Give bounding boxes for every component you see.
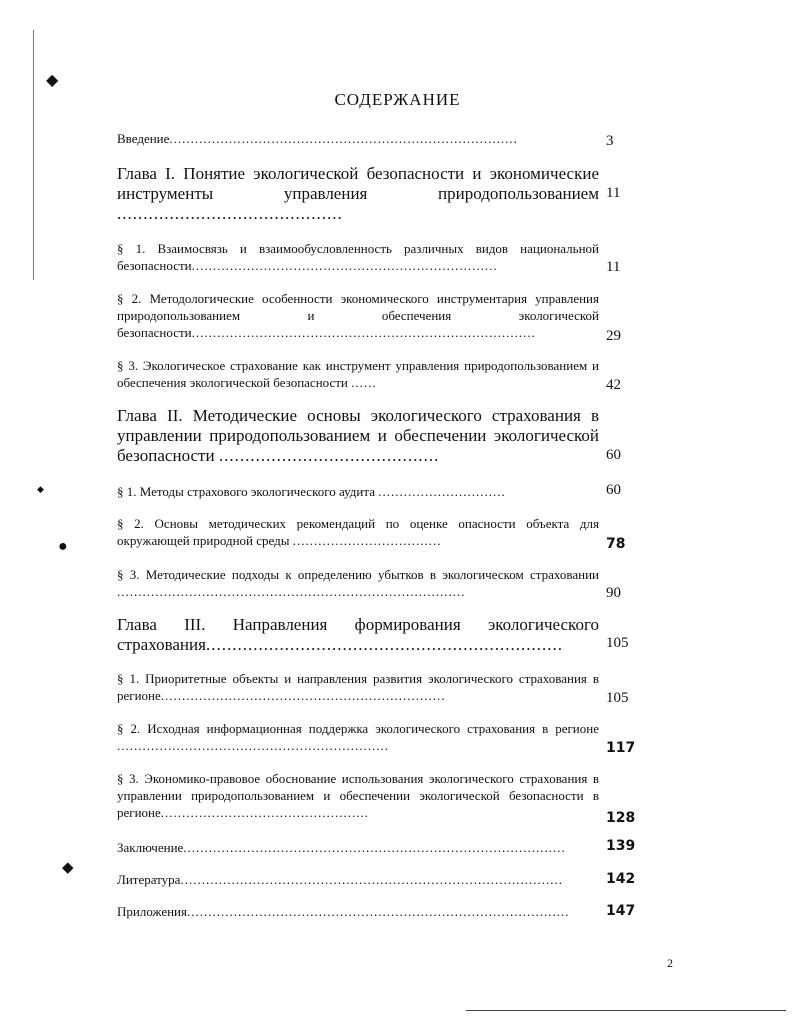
scan-speck: ◆ bbox=[46, 72, 59, 89]
toc-leader: ...... bbox=[351, 375, 377, 390]
toc-chapter bbox=[117, 615, 599, 655]
toc-leader: .................................................................................. bbox=[169, 131, 518, 146]
toc-entry-text: § 1. Методы страхового экологического аудита bbox=[117, 484, 375, 499]
toc-entry-text: § 3. Методические подходы к определению убытков в экологическом страховании bbox=[117, 567, 599, 582]
scan-margin-line bbox=[33, 30, 34, 280]
toc-page-number: 139 bbox=[606, 838, 636, 854]
toc-page-number: 11 bbox=[606, 259, 621, 275]
toc-entry bbox=[117, 720, 599, 754]
toc-entry-text: Глава I. Понятие экологической безопасности и экономические инструменты управления природопользованием bbox=[117, 164, 599, 203]
toc-page-number: 105 bbox=[606, 635, 629, 651]
toc-leader: ................................................. bbox=[160, 805, 370, 820]
toc-entry-text: Заключение bbox=[117, 840, 184, 855]
toc-leader: ................................... bbox=[292, 533, 442, 548]
toc-leader: .................................................................................. bbox=[117, 584, 466, 599]
scan-bottom-line bbox=[466, 1010, 786, 1011]
toc-page-number: 78 bbox=[606, 536, 626, 552]
toc-page-number: 29 bbox=[606, 328, 621, 344]
toc-entry bbox=[117, 515, 599, 549]
toc-entry bbox=[117, 903, 599, 920]
toc-page-number: 60 bbox=[606, 482, 621, 498]
toc-entry-text: Введение bbox=[117, 131, 170, 146]
toc-entry-text: § 3. Экономико-правовое обоснование использования экологического страхования в управлении природопользованием и обеспечении экологической безопасности в регионе bbox=[117, 771, 599, 820]
toc-leader: .......................................................................................... bbox=[183, 840, 566, 855]
toc-page-number: 142 bbox=[606, 871, 636, 887]
toc-entry-text: Литература bbox=[117, 872, 181, 887]
toc-page-number: 42 bbox=[606, 377, 621, 393]
toc-entry bbox=[117, 240, 599, 274]
toc-leader: ................................................................................. bbox=[191, 325, 536, 340]
toc-page-number: 128 bbox=[606, 810, 636, 826]
toc-leader: .......................................................................................... bbox=[186, 904, 570, 919]
toc-page-number: 117 bbox=[606, 740, 636, 756]
toc-entry-text: § 1. Взаимосвязь и взаимообусловленность различных видов национальной безопасности bbox=[117, 241, 599, 273]
scan-speck: ◆ bbox=[62, 860, 74, 876]
toc-entry-text: Глава II. Методические основы экологического страхования в управлении природопользованием и обеспечении экологической безопасности bbox=[117, 406, 599, 465]
toc-leader: .................................................................... bbox=[205, 635, 563, 654]
toc-page-number: 60 bbox=[606, 447, 621, 463]
toc-entry bbox=[117, 839, 599, 856]
toc-page-number: 147 bbox=[606, 903, 636, 919]
toc-entry bbox=[117, 566, 599, 600]
toc-leader: ................................................................... bbox=[160, 688, 446, 703]
toc-page-number: 90 bbox=[606, 585, 621, 601]
toc-entry bbox=[117, 483, 599, 500]
toc-leader: .......................................... bbox=[218, 446, 440, 465]
toc-entry bbox=[117, 770, 599, 821]
toc-entry-text: § 2. Методологические особенности экономического инструментария управления природопользованием и обеспечения экологической безопасности bbox=[117, 291, 599, 340]
toc-leader: .......................................................................................... bbox=[180, 872, 563, 887]
toc-leader: ........................................... bbox=[117, 204, 343, 223]
toc-entry-text: § 2. Основы методических рекомендаций по оценке опасности объекта для окружающей природной среды bbox=[117, 516, 599, 548]
toc-page-number: 11 bbox=[606, 185, 621, 201]
toc-entry bbox=[117, 670, 599, 704]
toc-entry bbox=[117, 130, 599, 147]
toc-leader: ................................................................ bbox=[117, 738, 389, 753]
toc-entry-text: Приложения bbox=[117, 904, 187, 919]
toc-entry-text: § 2. Исходная информационная поддержка экологического страхования в регионе bbox=[117, 721, 599, 736]
toc-chapter bbox=[117, 406, 599, 466]
toc-entry bbox=[117, 357, 599, 391]
toc-entry-text: § 3. Экологическое страхование как инструмент управления природопользованием и обеспечения экологической безопасности bbox=[117, 358, 599, 390]
toc-entry bbox=[117, 871, 599, 888]
toc-chapter bbox=[117, 164, 599, 224]
toc-page-number: 105 bbox=[606, 690, 629, 706]
toc-entry bbox=[117, 290, 599, 341]
toc-entry-text: § 1. Приоритетные объекты и направления развития экологического страхования в регионе bbox=[117, 671, 599, 703]
toc-leader: ........................................................................ bbox=[191, 258, 498, 273]
scan-speck: ● bbox=[58, 538, 68, 555]
page-title: СОДЕРЖАНИЕ bbox=[334, 90, 461, 109]
toc-page-number: 3 bbox=[606, 133, 614, 149]
toc-leader: .............................. bbox=[378, 484, 506, 499]
page-number: 2 bbox=[667, 956, 673, 970]
toc-entry-text: Глава III. Направления формирования экологического страхования bbox=[117, 615, 599, 654]
scan-speck: ◆ bbox=[37, 484, 44, 494]
